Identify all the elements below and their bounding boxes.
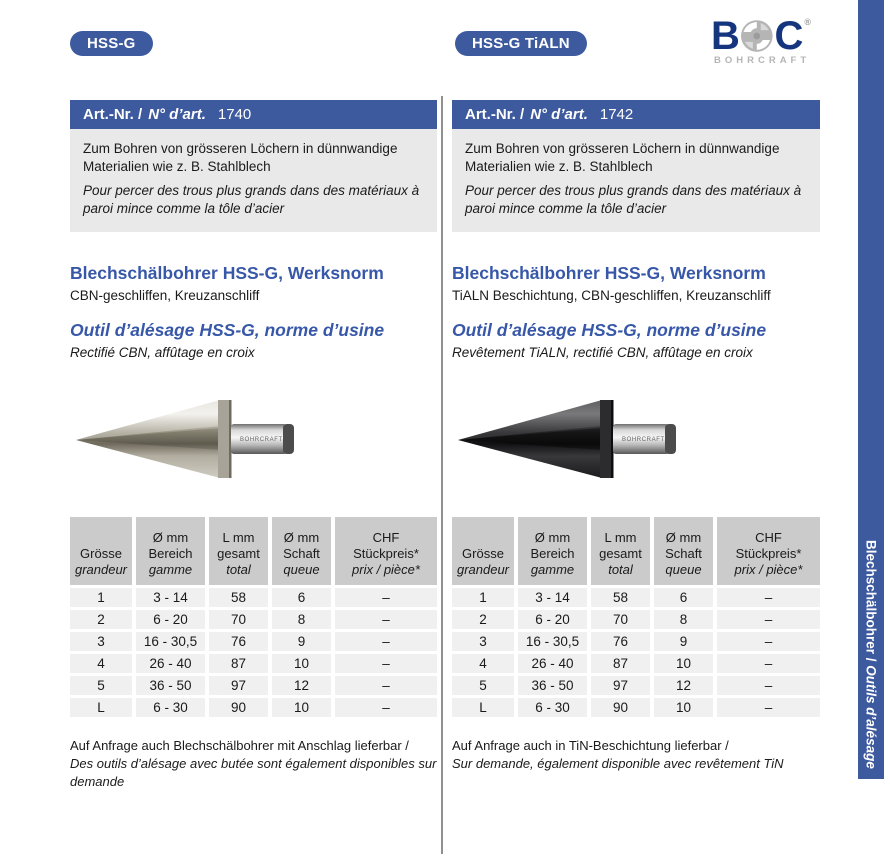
table-cell-range: 16 - 30,5 bbox=[518, 632, 587, 651]
table-cell-shank: 6 bbox=[654, 588, 713, 607]
header-line: queue bbox=[283, 562, 320, 577]
header-line: gesamt bbox=[599, 546, 642, 561]
col-header-shank-diameter bbox=[654, 517, 713, 585]
art-label-fr: N° d’art. bbox=[530, 106, 588, 123]
logo-letter-c: C bbox=[774, 14, 803, 58]
table-cell-size: 1 bbox=[70, 588, 132, 607]
badge-hssg-tialn: HSS-G TiALN bbox=[455, 31, 587, 56]
section-side-tab-label bbox=[864, 540, 879, 779]
product-column-hssg-tialn bbox=[452, 100, 820, 773]
col-header-diameter-range bbox=[136, 517, 205, 585]
table-cell-shank: 12 bbox=[654, 676, 713, 695]
table-cell-size: L bbox=[452, 698, 514, 717]
header-line: Schaft bbox=[665, 546, 702, 561]
header-line: prix / pièce* bbox=[352, 562, 420, 577]
table-cell-size: 3 bbox=[452, 632, 514, 651]
col-header-total-length bbox=[209, 517, 268, 585]
table-cell-size: 2 bbox=[70, 610, 132, 629]
table-cell-range: 3 - 14 bbox=[136, 588, 205, 607]
article-number-bar bbox=[452, 100, 820, 129]
header-line: gamme bbox=[530, 562, 575, 577]
header-line: Bereich bbox=[530, 546, 575, 561]
table-cell-length: 97 bbox=[591, 676, 650, 695]
header-line: CHF bbox=[372, 530, 400, 545]
header-line: total bbox=[226, 562, 251, 577]
table-cell-shank: 9 bbox=[272, 632, 331, 651]
description-fr: Pour percer des trous plus grands dans des matériaux à paroi mince comme la tôle d’acier bbox=[465, 183, 802, 216]
availability-note-de: Auf Anfrage auch Blechschälbohrer mit Anschlag lieferbar / bbox=[70, 738, 409, 753]
availability-note-de: Auf Anfrage auch in TiN-Beschichtung lieferbar / bbox=[452, 738, 729, 753]
table-cell-shank: 10 bbox=[272, 698, 331, 717]
table-cell-price: – bbox=[335, 588, 437, 607]
shank-brand-label: BOHRCRAFT bbox=[240, 437, 283, 443]
table-cell-range: 6 - 30 bbox=[518, 698, 587, 717]
col-header-price bbox=[335, 517, 437, 585]
table-cell-length: 90 bbox=[209, 698, 268, 717]
column-divider bbox=[441, 96, 443, 854]
table-cell-length: 58 bbox=[209, 588, 268, 607]
table-cell-range: 26 - 40 bbox=[136, 654, 205, 673]
table-cell-price: – bbox=[717, 676, 820, 695]
drill-cross-section-icon bbox=[739, 18, 775, 54]
availability-note-fr: Des outils d’alésage avec butée sont également disponibles sur demande bbox=[70, 756, 437, 789]
drill-illustration-steel bbox=[72, 388, 312, 488]
header-line: queue bbox=[665, 562, 702, 577]
table-cell-price: – bbox=[717, 654, 820, 673]
table-cell-range: 36 - 50 bbox=[518, 676, 587, 695]
table-cell-size: 2 bbox=[452, 610, 514, 629]
header-line: Ø mm bbox=[283, 530, 320, 545]
table-cell-range: 6 - 20 bbox=[518, 610, 587, 629]
table-cell-shank: 9 bbox=[654, 632, 713, 651]
table-cell-length: 70 bbox=[591, 610, 650, 629]
table-cell-length: 90 bbox=[591, 698, 650, 717]
table-cell-size: 4 bbox=[70, 654, 132, 673]
availability-note-fr: Sur demande, également disponible avec revêtement TiN bbox=[452, 756, 784, 771]
table-cell-price: – bbox=[335, 654, 437, 673]
product-title-fr: Outil d’alésage HSS-G, norme d’usine bbox=[452, 320, 767, 340]
table-cell-size: 4 bbox=[452, 654, 514, 673]
table-cell-size: 5 bbox=[70, 676, 132, 695]
product-subtitle-fr: Rectifié CBN, affûtage en croix bbox=[70, 345, 255, 360]
table-cell-length: 58 bbox=[591, 588, 650, 607]
product-subtitle-de: CBN-geschliffen, Kreuzanschliff bbox=[70, 288, 260, 303]
table-cell-shank: 10 bbox=[272, 654, 331, 673]
side-tab-de: Blechschälbohrer / bbox=[863, 540, 879, 666]
art-label-de: Art.-Nr. / bbox=[465, 106, 525, 123]
table-cell-size: 3 bbox=[70, 632, 132, 651]
table-cell-shank: 8 bbox=[272, 610, 331, 629]
col-header-price bbox=[717, 517, 820, 585]
header-line: Ø mm bbox=[534, 530, 571, 545]
col-header-size bbox=[70, 517, 132, 585]
header-line: grandeur bbox=[74, 562, 128, 577]
header-line: prix / pièce* bbox=[734, 562, 803, 577]
table-cell-length: 97 bbox=[209, 676, 268, 695]
table-cell-shank: 12 bbox=[272, 676, 331, 695]
table-cell-size: L bbox=[70, 698, 132, 717]
table-cell-shank: 8 bbox=[654, 610, 713, 629]
bohrcraft-logo bbox=[711, 14, 811, 66]
header-line: Bereich bbox=[148, 546, 193, 561]
description-de: Zum Bohren von grösseren Löchern in dünnwandige Materialien wie z. B. Stahlblech bbox=[83, 141, 398, 174]
table-cell-range: 36 - 50 bbox=[136, 676, 205, 695]
header-line: Stückpreis* bbox=[353, 546, 419, 561]
table-cell-size: 1 bbox=[452, 588, 514, 607]
description-box bbox=[452, 129, 820, 232]
product-image-steel-drill bbox=[70, 388, 437, 490]
table-cell-range: 16 - 30,5 bbox=[136, 632, 205, 651]
section-side-tab bbox=[858, 0, 884, 779]
header-line: CHF bbox=[755, 530, 782, 545]
product-title-fr: Outil d’alésage HSS-G, norme d’usine bbox=[70, 320, 385, 340]
table-cell-range: 26 - 40 bbox=[518, 654, 587, 673]
spec-table bbox=[70, 517, 437, 717]
header-line: grandeur bbox=[456, 562, 510, 577]
article-number-bar bbox=[70, 100, 437, 129]
table-cell-length: 87 bbox=[209, 654, 268, 673]
header-line: Grösse bbox=[80, 546, 122, 561]
table-cell-shank: 10 bbox=[654, 698, 713, 717]
table-cell-price: – bbox=[717, 588, 820, 607]
drill-illustration-tialn bbox=[454, 388, 694, 488]
header-line: gamme bbox=[148, 562, 193, 577]
product-column-hssg bbox=[70, 100, 437, 791]
header-line: Stückpreis* bbox=[735, 546, 802, 561]
product-subtitle-fr: Revêtement TiALN, rectifié CBN, affûtage en croix bbox=[452, 345, 753, 360]
spec-table bbox=[452, 517, 820, 717]
table-cell-length: 87 bbox=[591, 654, 650, 673]
header-line: Grösse bbox=[462, 546, 504, 561]
col-header-total-length bbox=[591, 517, 650, 585]
table-cell-shank: 10 bbox=[654, 654, 713, 673]
table-cell-length: 76 bbox=[209, 632, 268, 651]
art-label-de: Art.-Nr. / bbox=[83, 106, 143, 123]
side-tab-fr: Outils d’alésage bbox=[863, 665, 879, 769]
table-cell-price: – bbox=[335, 698, 437, 717]
table-cell-price: – bbox=[335, 632, 437, 651]
table-cell-range: 6 - 20 bbox=[136, 610, 205, 629]
product-image-tialn-drill bbox=[452, 388, 820, 490]
col-header-shank-diameter bbox=[272, 517, 331, 585]
table-cell-price: – bbox=[335, 610, 437, 629]
table-cell-price: – bbox=[717, 698, 820, 717]
table-cell-range: 6 - 30 bbox=[136, 698, 205, 717]
col-header-size bbox=[452, 517, 514, 585]
description-de: Zum Bohren von grösseren Löchern in dünnwandige Materialien wie z. B. Stahlblech bbox=[465, 141, 780, 174]
header-line: Ø mm bbox=[665, 530, 702, 545]
header-line: total bbox=[608, 562, 633, 577]
logo-letters bbox=[711, 14, 811, 58]
header-line: Schaft bbox=[283, 546, 320, 561]
shank-brand-label: BOHRCRAFT bbox=[622, 437, 665, 443]
art-label-fr: N° d’art. bbox=[148, 106, 206, 123]
table-cell-size: 5 bbox=[452, 676, 514, 695]
registered-mark: ® bbox=[804, 17, 811, 27]
table-cell-price: – bbox=[335, 676, 437, 695]
table-cell-length: 70 bbox=[209, 610, 268, 629]
table-cell-range: 3 - 14 bbox=[518, 588, 587, 607]
badge-hssg: HSS-G bbox=[70, 31, 153, 56]
header-line: Ø mm bbox=[152, 530, 189, 545]
article-number: 1740 bbox=[217, 106, 252, 123]
article-number: 1742 bbox=[599, 106, 634, 123]
header-line: L mm bbox=[222, 530, 255, 545]
product-title-de: Blechschälbohrer HSS-G, Werksnorm bbox=[70, 263, 384, 283]
logo-letter-b: B bbox=[711, 14, 739, 58]
table-cell-price: – bbox=[717, 610, 820, 629]
product-subtitle-de: TiALN Beschichtung, CBN-geschliffen, Kreuzanschliff bbox=[452, 288, 771, 303]
product-title-de: Blechschälbohrer HSS-G, Werksnorm bbox=[452, 263, 766, 283]
col-header-diameter-range bbox=[518, 517, 587, 585]
description-fr: Pour percer des trous plus grands dans des matériaux à paroi mince comme la tôle d’acier bbox=[83, 183, 420, 216]
logo-wordmark: BOHRCRAFT bbox=[714, 55, 811, 66]
table-cell-length: 76 bbox=[591, 632, 650, 651]
description-box bbox=[70, 129, 437, 232]
table-cell-shank: 6 bbox=[272, 588, 331, 607]
header-line: L mm bbox=[604, 530, 637, 545]
header-line: gesamt bbox=[217, 546, 260, 561]
table-cell-price: – bbox=[717, 632, 820, 651]
